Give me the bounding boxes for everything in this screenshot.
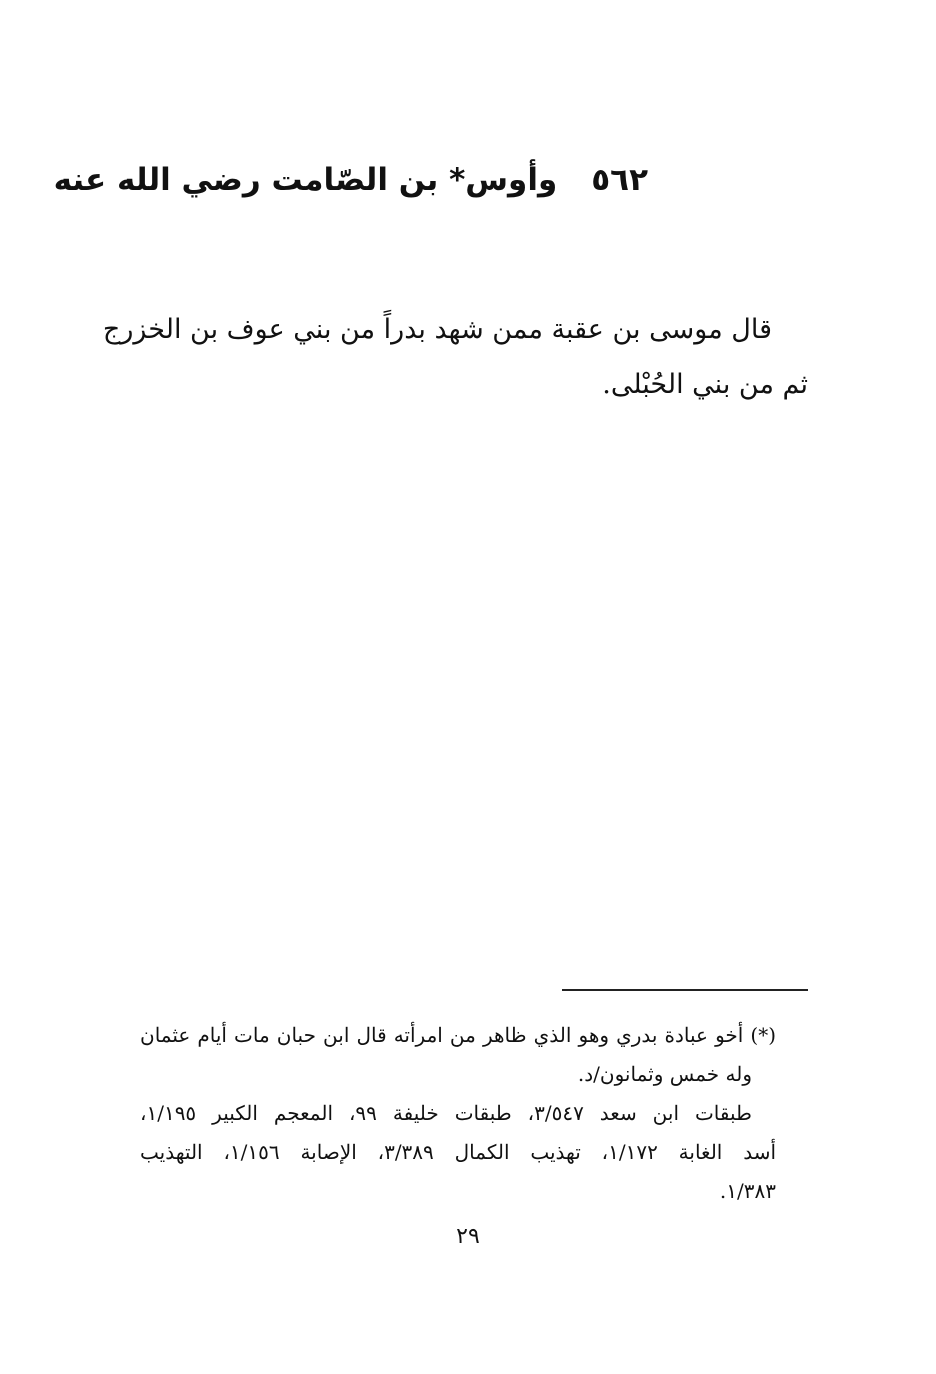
entry-heading <box>54 158 648 202</box>
footnote-separator <box>562 989 808 991</box>
footnote-line-5: ١/٣٨٣. <box>719 1179 776 1203</box>
entry-body <box>102 302 808 412</box>
footnotes <box>140 1016 776 1211</box>
footnote-line-3: طبقات ابن سعد ٣/٥٤٧، طبقات خليفة ٩٩، المعجم الكبير ١/١٩٥، <box>140 1101 752 1125</box>
page-number: ٢٩ <box>456 1224 480 1249</box>
footnote-line-2: وله خمس وثمانون/د. <box>577 1062 752 1086</box>
footnote-line-4: أسد الغابة ١/١٧٢، تهذيب الكمال ٣/٣٨٩، الإصابة ١/١٥٦، التهذيب <box>140 1140 777 1164</box>
entry-number: ٥٦٢ <box>591 162 648 198</box>
body-line-1: قال موسى بن عقبة ممن شهد بدراً من بني عوف بن الخزرج <box>102 314 772 345</box>
entry-title: وأوس* بن الصّامت رضي الله عنه <box>53 162 558 198</box>
body-line-2: ثم من بني الحُبْلى. <box>602 369 808 400</box>
footnote-line-1: (*) أخو عبادة بدري وهو الذي ظاهر من امرأته قال ابن حبان مات أيام عثمان <box>140 1023 776 1047</box>
